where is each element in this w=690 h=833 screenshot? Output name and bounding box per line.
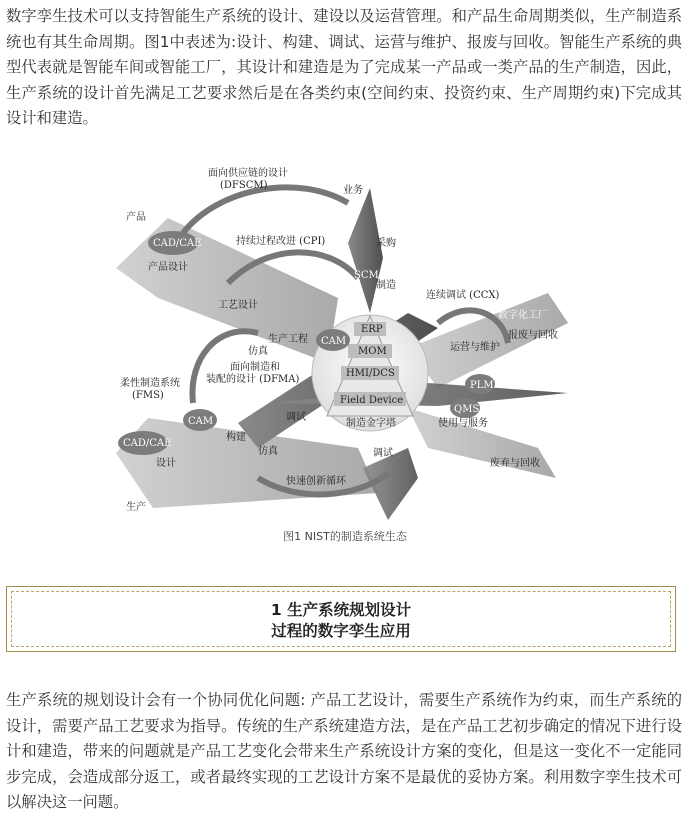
debugging-mid-label: 调试 xyxy=(286,412,306,423)
field-device-label: Field Device xyxy=(340,395,404,406)
cam-top-label: CAM xyxy=(321,336,347,347)
manufacturing-label: 制造 xyxy=(376,280,396,291)
design-label: 设计 xyxy=(156,458,176,469)
section-title-line-2: 过程的数字孪生应用 xyxy=(271,622,411,640)
scrap-recycle-top-label: 报废与回收 xyxy=(508,330,558,341)
build-label: 构建 xyxy=(226,432,246,443)
scrap-recycle-bottom-label: 废弃与回收 xyxy=(490,458,540,469)
digital-factory-label: 数字化工厂 xyxy=(498,310,548,321)
section-title xyxy=(7,600,675,642)
business-label: 业务 xyxy=(343,185,363,196)
nist-manufacturing-ecosystem-figure xyxy=(108,148,578,526)
cam-bottom-label: CAM xyxy=(188,416,214,427)
section-title-line-1: 1 生产系统规划设计 xyxy=(270,601,412,619)
qms-label: QMS xyxy=(454,404,480,415)
purchase-label: 采购 xyxy=(376,238,396,249)
section-heading-box xyxy=(6,586,676,652)
hmi-dcs-label: HMI/DCS xyxy=(346,368,395,379)
pyramid-label: 制造金字塔 xyxy=(346,418,396,429)
intro-paragraph: 数字孪生技术可以支持智能生产系统的设计、建设以及运营管理。和产品生命周期类似，生产制造系统也有其生命周期。图1中表述为:设计、构建、调试、运营与维护、报废与回收。智能生产系统的典型代表就是智能车间或智能工厂，其设计和建造是为了完成某一产品或一类产品的生产制造，因此，生产系统的设计首先满足工艺要求然后是在各类约束(空间约束、投资约束、生产周期约束)下完成其设计和建造。 xyxy=(6,7,682,127)
fms-abbr-label: (FMS) xyxy=(132,390,164,401)
cpi-label: 持续过程改进 (CPI) xyxy=(236,236,326,247)
fms-label: 柔性制造系统 xyxy=(120,378,180,389)
dfscm-label: 面向供应链的设计 xyxy=(208,168,288,179)
dfscm-abbr-label: (DFSCM) xyxy=(220,180,268,191)
fast-innovation-label: 快速创新循环 xyxy=(286,476,346,487)
debugging-bottom-label: 调试 xyxy=(373,448,393,459)
simulation-bottom-label: 仿真 xyxy=(258,446,278,457)
operation-maintenance-label: 运营与维护 xyxy=(450,342,500,353)
product-label: 产品 xyxy=(126,212,146,223)
simulation-top-label: 仿真 xyxy=(248,346,268,357)
use-service-label: 使用与服务 xyxy=(438,418,488,429)
dfma-label-2: 装配的设计 (DFMA) xyxy=(206,374,300,385)
ccx-label: 连续调试 (CCX) xyxy=(426,290,500,301)
mom-label: MOM xyxy=(358,346,387,357)
dark-diagonal-arrow-3 xyxy=(348,188,383,313)
erp-label: ERP xyxy=(361,324,383,335)
production-label: 生产 xyxy=(126,502,146,513)
body-paragraph: 生产系统的规划设计会有一个协同优化问题: 产品工艺设计，需要生产系统作为约束，而生产系统的设计，需要产品工艺要求为指导。传统的生产系统建造方法，是在产品工艺初步确定的情况下进行设计和建造，带来的问题就是产品工艺变化会带来生产系统设计方案的变化，但是这一变化不一定能同步完成，会造成部分返工，或者最终实现的工艺设计方案不是最优的妥协方案。利用数字孪生技术可以解决这一问题。 xyxy=(6,691,682,811)
cad-cae-bottom-label: CAD/CAE xyxy=(123,438,172,449)
plm-label: PLM xyxy=(470,380,494,391)
dfma-label-1: 面向制造和 xyxy=(230,362,280,373)
figure-caption: 图1 NIST的制造系统生态 xyxy=(283,530,407,543)
cad-cae-top-label: CAD/CAE xyxy=(153,238,202,249)
product-design-label: 产品设计 xyxy=(148,262,188,273)
process-design-label: 工艺设计 xyxy=(218,300,258,311)
dfscm-arc xyxy=(183,187,348,233)
production-engineering-label: 生产工程 xyxy=(268,334,308,345)
scm-label: SCM xyxy=(354,270,379,281)
